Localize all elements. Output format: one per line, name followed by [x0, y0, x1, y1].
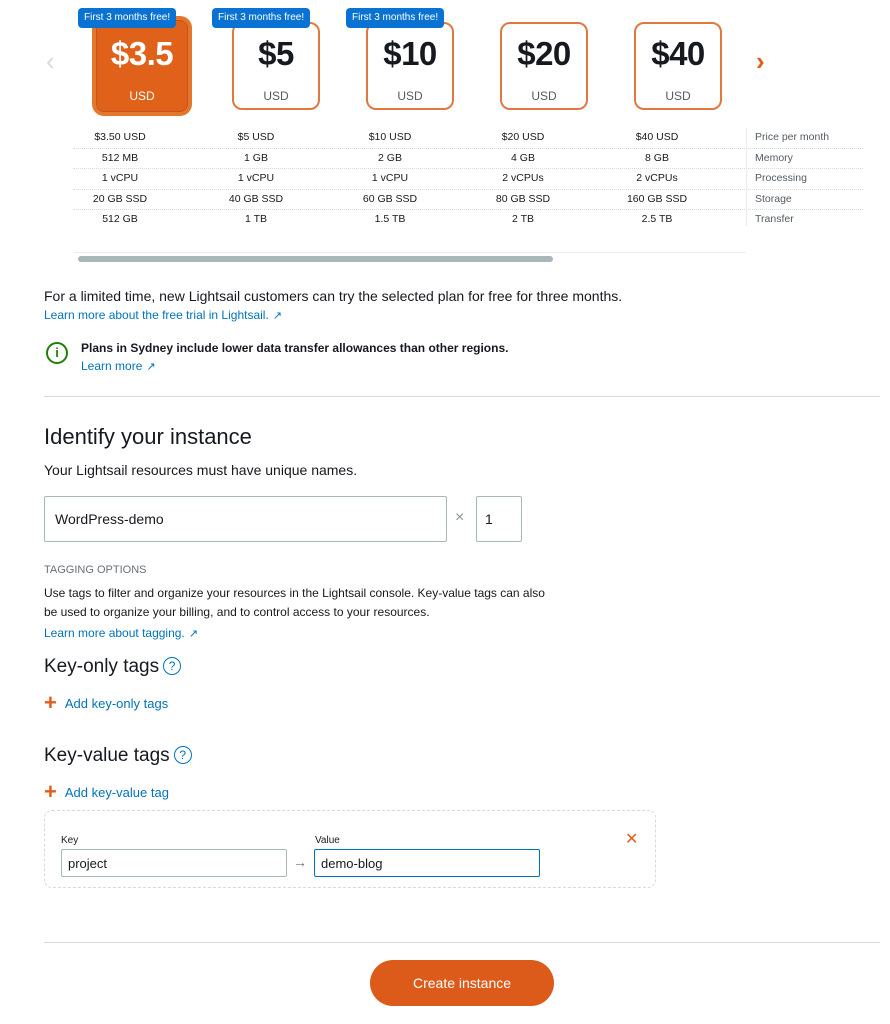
tagging-learn-more-link[interactable]: Learn more about tagging.	[44, 626, 185, 640]
plan-price: $20	[517, 35, 571, 72]
spec-row-processing	[73, 169, 863, 190]
sydney-notice: Plans in Sydney include lower data transfer allowances than other regions.	[81, 341, 509, 355]
spec-cell: 2.5 TB	[641, 213, 673, 225]
tagging-options-heading: TAGGING OPTIONS	[44, 564, 147, 576]
plan-card-5[interactable]	[218, 12, 320, 110]
spec-cell: $3.50 USD	[94, 131, 146, 143]
spec-cell: 1 TB	[245, 213, 267, 225]
plan-card-20[interactable]	[500, 22, 588, 110]
spec-cell: 80 GB SSD	[495, 192, 551, 205]
plan-price: $10	[383, 35, 437, 72]
plus-icon: +	[44, 690, 57, 715]
free-trial-link[interactable]: Learn more about the free trial in Lightsail.	[44, 308, 269, 322]
footer-divider	[44, 942, 880, 943]
help-icon[interactable]: ?	[163, 657, 181, 675]
spec-cell: 1 vCPU	[237, 172, 275, 184]
plus-icon: +	[44, 779, 57, 804]
spec-divider	[746, 128, 747, 226]
free-badge: First 3 months free!	[78, 8, 176, 28]
spec-cell: 1 vCPU	[101, 172, 139, 184]
spec-cell: 512 MB	[101, 151, 139, 164]
plan-price: $3.5	[110, 35, 174, 72]
spec-label: Transfer	[755, 213, 794, 225]
spec-label: Storage	[755, 192, 792, 205]
key-value-tag-row	[44, 810, 656, 888]
value-label: Value	[315, 835, 340, 846]
spec-cell: $20 USD	[501, 131, 545, 143]
spec-cell: 2 GB	[378, 151, 402, 164]
spec-label: Price per month	[755, 131, 830, 143]
add-key-only-tags-label: Add key-only tags	[64, 695, 169, 711]
notice-link-row	[81, 357, 156, 375]
free-trial-link-row	[44, 306, 282, 324]
free-badge: First 3 months free!	[346, 8, 444, 28]
add-key-only-tags-button[interactable]	[44, 692, 168, 714]
spec-label: Memory	[755, 151, 793, 164]
instance-count-input[interactable]: 1	[476, 496, 522, 542]
spec-cell: 20 GB SSD	[92, 192, 148, 205]
info-icon: i	[46, 342, 68, 364]
carousel-prev-icon[interactable]: ‹	[46, 46, 55, 76]
plan-card-40[interactable]	[634, 22, 722, 110]
external-link-icon: ↗	[146, 361, 156, 373]
add-key-value-tag-button[interactable]	[44, 781, 169, 803]
key-only-tags-label: Key-only tags	[44, 656, 160, 677]
spec-cell: 8 GB	[645, 151, 669, 164]
arrow-right-icon: →	[293, 854, 307, 870]
tag-key-input[interactable]: project	[61, 849, 287, 877]
spec-cell: 2 vCPUs	[636, 172, 678, 184]
free-badge: First 3 months free!	[212, 8, 310, 28]
horizontal-scrollbar[interactable]	[74, 252, 746, 264]
spec-cell: 512 GB	[102, 213, 138, 225]
spec-cell: $40 USD	[635, 131, 679, 143]
spec-cell: $10 USD	[368, 131, 412, 143]
create-instance-button[interactable]: Create instance	[370, 960, 554, 1006]
identify-subtitle: Your Lightsail resources must have unique names.	[44, 462, 358, 478]
help-icon[interactable]: ?	[174, 746, 192, 764]
spec-cell: 40 GB SSD	[228, 192, 284, 205]
instance-name-input[interactable]: WordPress-demo	[44, 496, 447, 542]
plan-currency: USD	[263, 89, 289, 103]
spec-cell: 1.5 TB	[374, 213, 406, 225]
spec-cell: 2 vCPUs	[502, 172, 544, 184]
key-only-tags-title	[44, 656, 181, 678]
spec-row-price	[73, 128, 863, 149]
key-value-tags-label: Key-value tags	[44, 745, 170, 766]
external-link-icon: ↗	[188, 628, 198, 640]
scrollbar-thumb[interactable]	[78, 256, 553, 262]
tagging-description-line-1: Use tags to filter and organize your resources in the Lightsail console. Key-value tags can also	[44, 586, 545, 600]
tagging-link-row	[44, 624, 198, 642]
spec-cell: 160 GB SSD	[626, 192, 688, 205]
spec-cell: 1 GB	[244, 151, 268, 164]
multiply-icon: ×	[455, 509, 465, 526]
spec-label: Processing	[755, 172, 807, 184]
external-link-icon: ↗	[272, 310, 283, 322]
key-label: Key	[61, 835, 79, 846]
add-key-value-tag-label: Add key-value tag	[64, 784, 169, 800]
tagging-description-line-2: be used to organize your billing, and to control access to your resources.	[44, 605, 430, 619]
spec-cell: 4 GB	[511, 151, 535, 164]
plan-currency: USD	[397, 89, 423, 103]
notice-learn-more-link[interactable]: Learn more	[81, 359, 143, 373]
key-value-tags-title	[44, 745, 192, 767]
plan-currency: USD	[531, 89, 557, 103]
spec-row-storage	[73, 190, 863, 211]
plan-price: $40	[651, 35, 705, 72]
plan-card-10[interactable]	[352, 12, 454, 110]
free-trial-text: For a limited time, new Lightsail customers can try the selected plan for free for three months.	[44, 288, 623, 304]
remove-tag-icon[interactable]: ✕	[625, 831, 639, 848]
spec-row-memory	[73, 149, 863, 170]
spec-cell: $5 USD	[237, 131, 275, 143]
plan-currency: USD	[665, 89, 691, 103]
identify-title: Identify your instance	[44, 424, 252, 449]
plan-spec-table	[73, 128, 863, 230]
spec-cell: 2 TB	[512, 213, 534, 225]
carousel-next-icon[interactable]: ›	[756, 46, 765, 76]
section-divider	[44, 396, 880, 397]
spec-row-transfer	[73, 210, 863, 230]
plan-price: $5	[258, 35, 294, 72]
tag-value-input[interactable]: demo-blog	[314, 849, 540, 877]
spec-cell: 60 GB SSD	[362, 192, 418, 205]
spec-cell: 1 vCPU	[371, 172, 409, 184]
plan-currency: USD	[129, 89, 155, 103]
plan-card-3-5[interactable]	[84, 12, 186, 110]
